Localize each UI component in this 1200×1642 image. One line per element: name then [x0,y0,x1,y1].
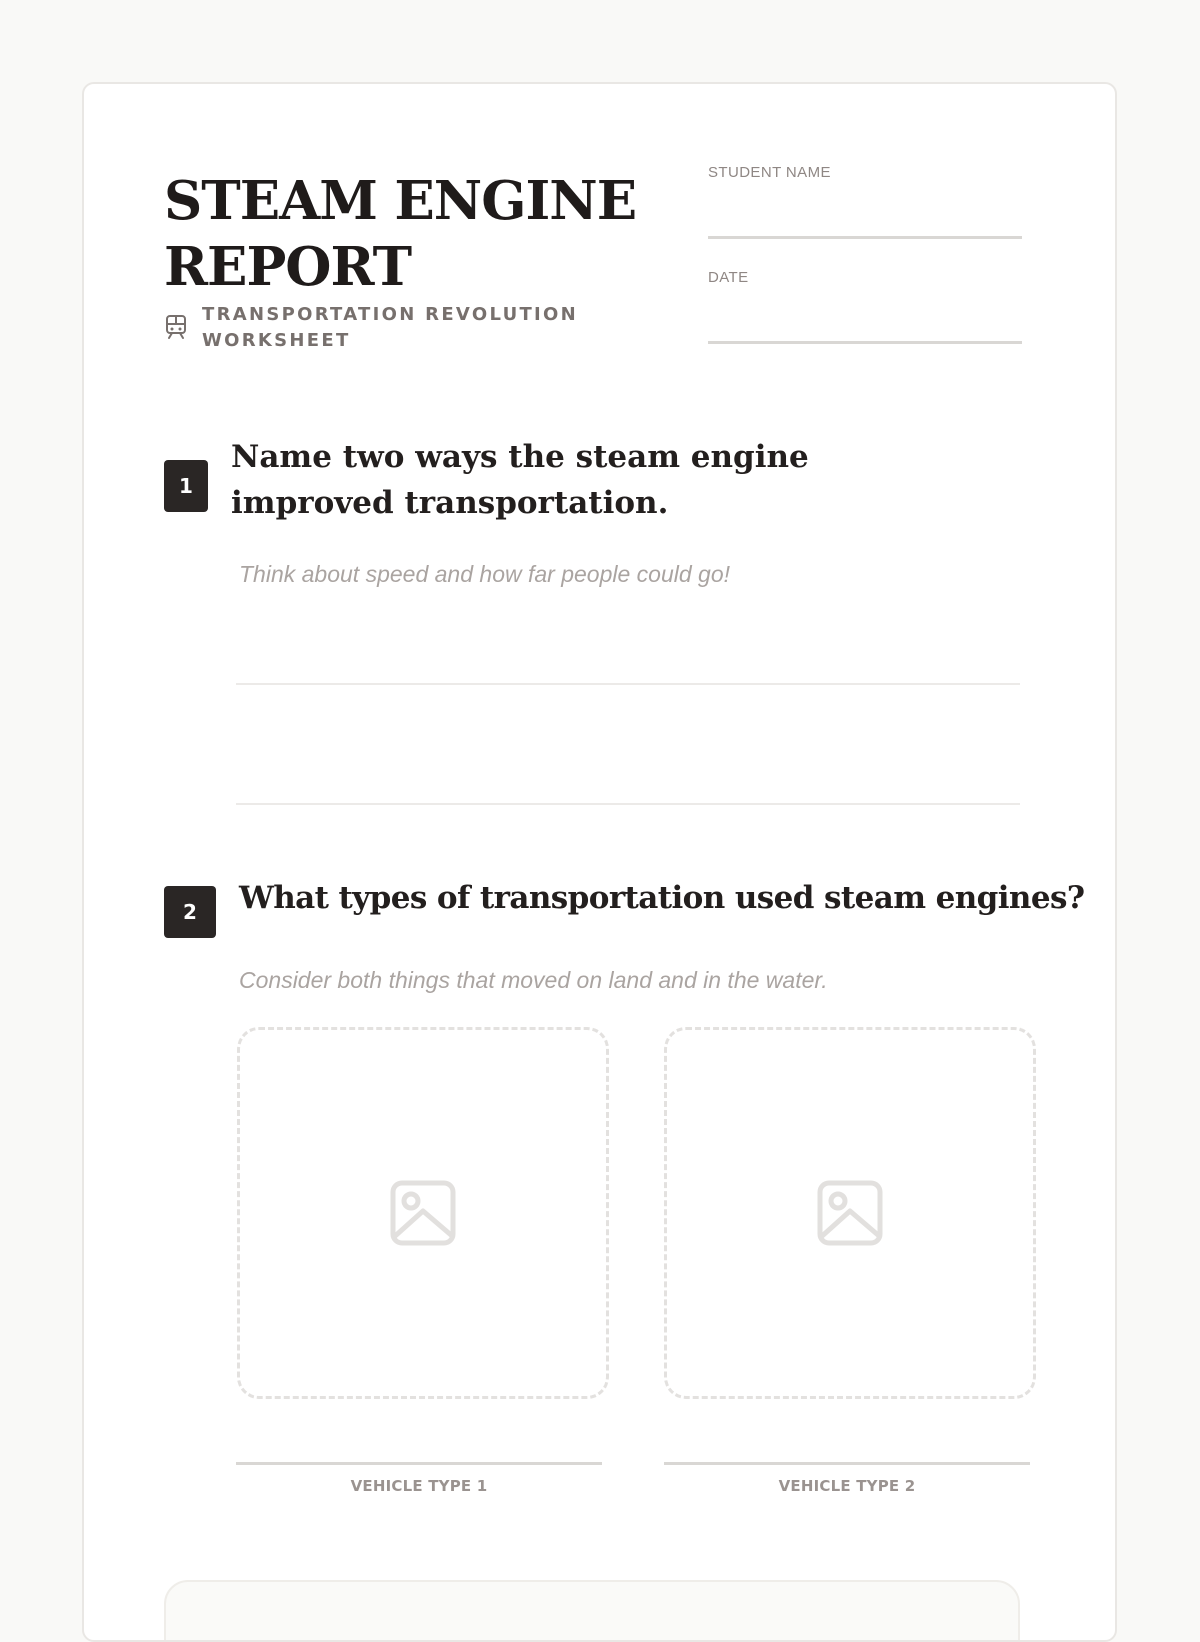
question-hint-1: Think about speed and how far people could go! [239,561,731,587]
vehicle-type-label-2: VEHICLE TYPE 2 [778,1477,916,1495]
answer-line-2[interactable] [236,803,1020,805]
date-field[interactable] [708,269,1022,287]
image-placeholder-icon [814,1177,886,1249]
student-name-line[interactable] [708,236,1022,239]
worksheet-subtitle [164,302,582,354]
question-number-badge-1: 1 [164,460,208,512]
vehicle-image-box-1[interactable] [237,1027,609,1399]
vehicle-type-line-2[interactable] [664,1462,1030,1465]
vehicle-type-label-1: VEHICLE TYPE 1 [350,1477,488,1495]
question-number-badge-2: 2 [164,886,216,938]
bottom-panel [164,1580,1020,1642]
question-text-1: Name two ways the steam engine improved transportation. [231,439,809,521]
date-line[interactable] [708,341,1022,344]
student-name-label: STUDENT NAME [708,164,831,181]
worksheet-subtitle-text: TRANSPORTATION REVOLUTION WORKSHEET [202,304,579,351]
train-icon [164,314,188,340]
image-placeholder-icon [387,1177,459,1249]
answer-line-1[interactable] [236,683,1020,685]
date-label: DATE [708,269,749,286]
worksheet-sheet [82,82,1117,1642]
student-name-field[interactable] [708,164,1022,182]
question-hint-2: Consider both things that moved on land and in the water. [239,967,828,993]
vehicle-image-box-2[interactable] [664,1027,1036,1399]
vehicle-type-line-1[interactable] [236,1462,602,1465]
worksheet-title: STEAM ENGINE REPORT [164,170,637,298]
question-text-2: What types of transportation used steam engines? [239,880,1085,916]
